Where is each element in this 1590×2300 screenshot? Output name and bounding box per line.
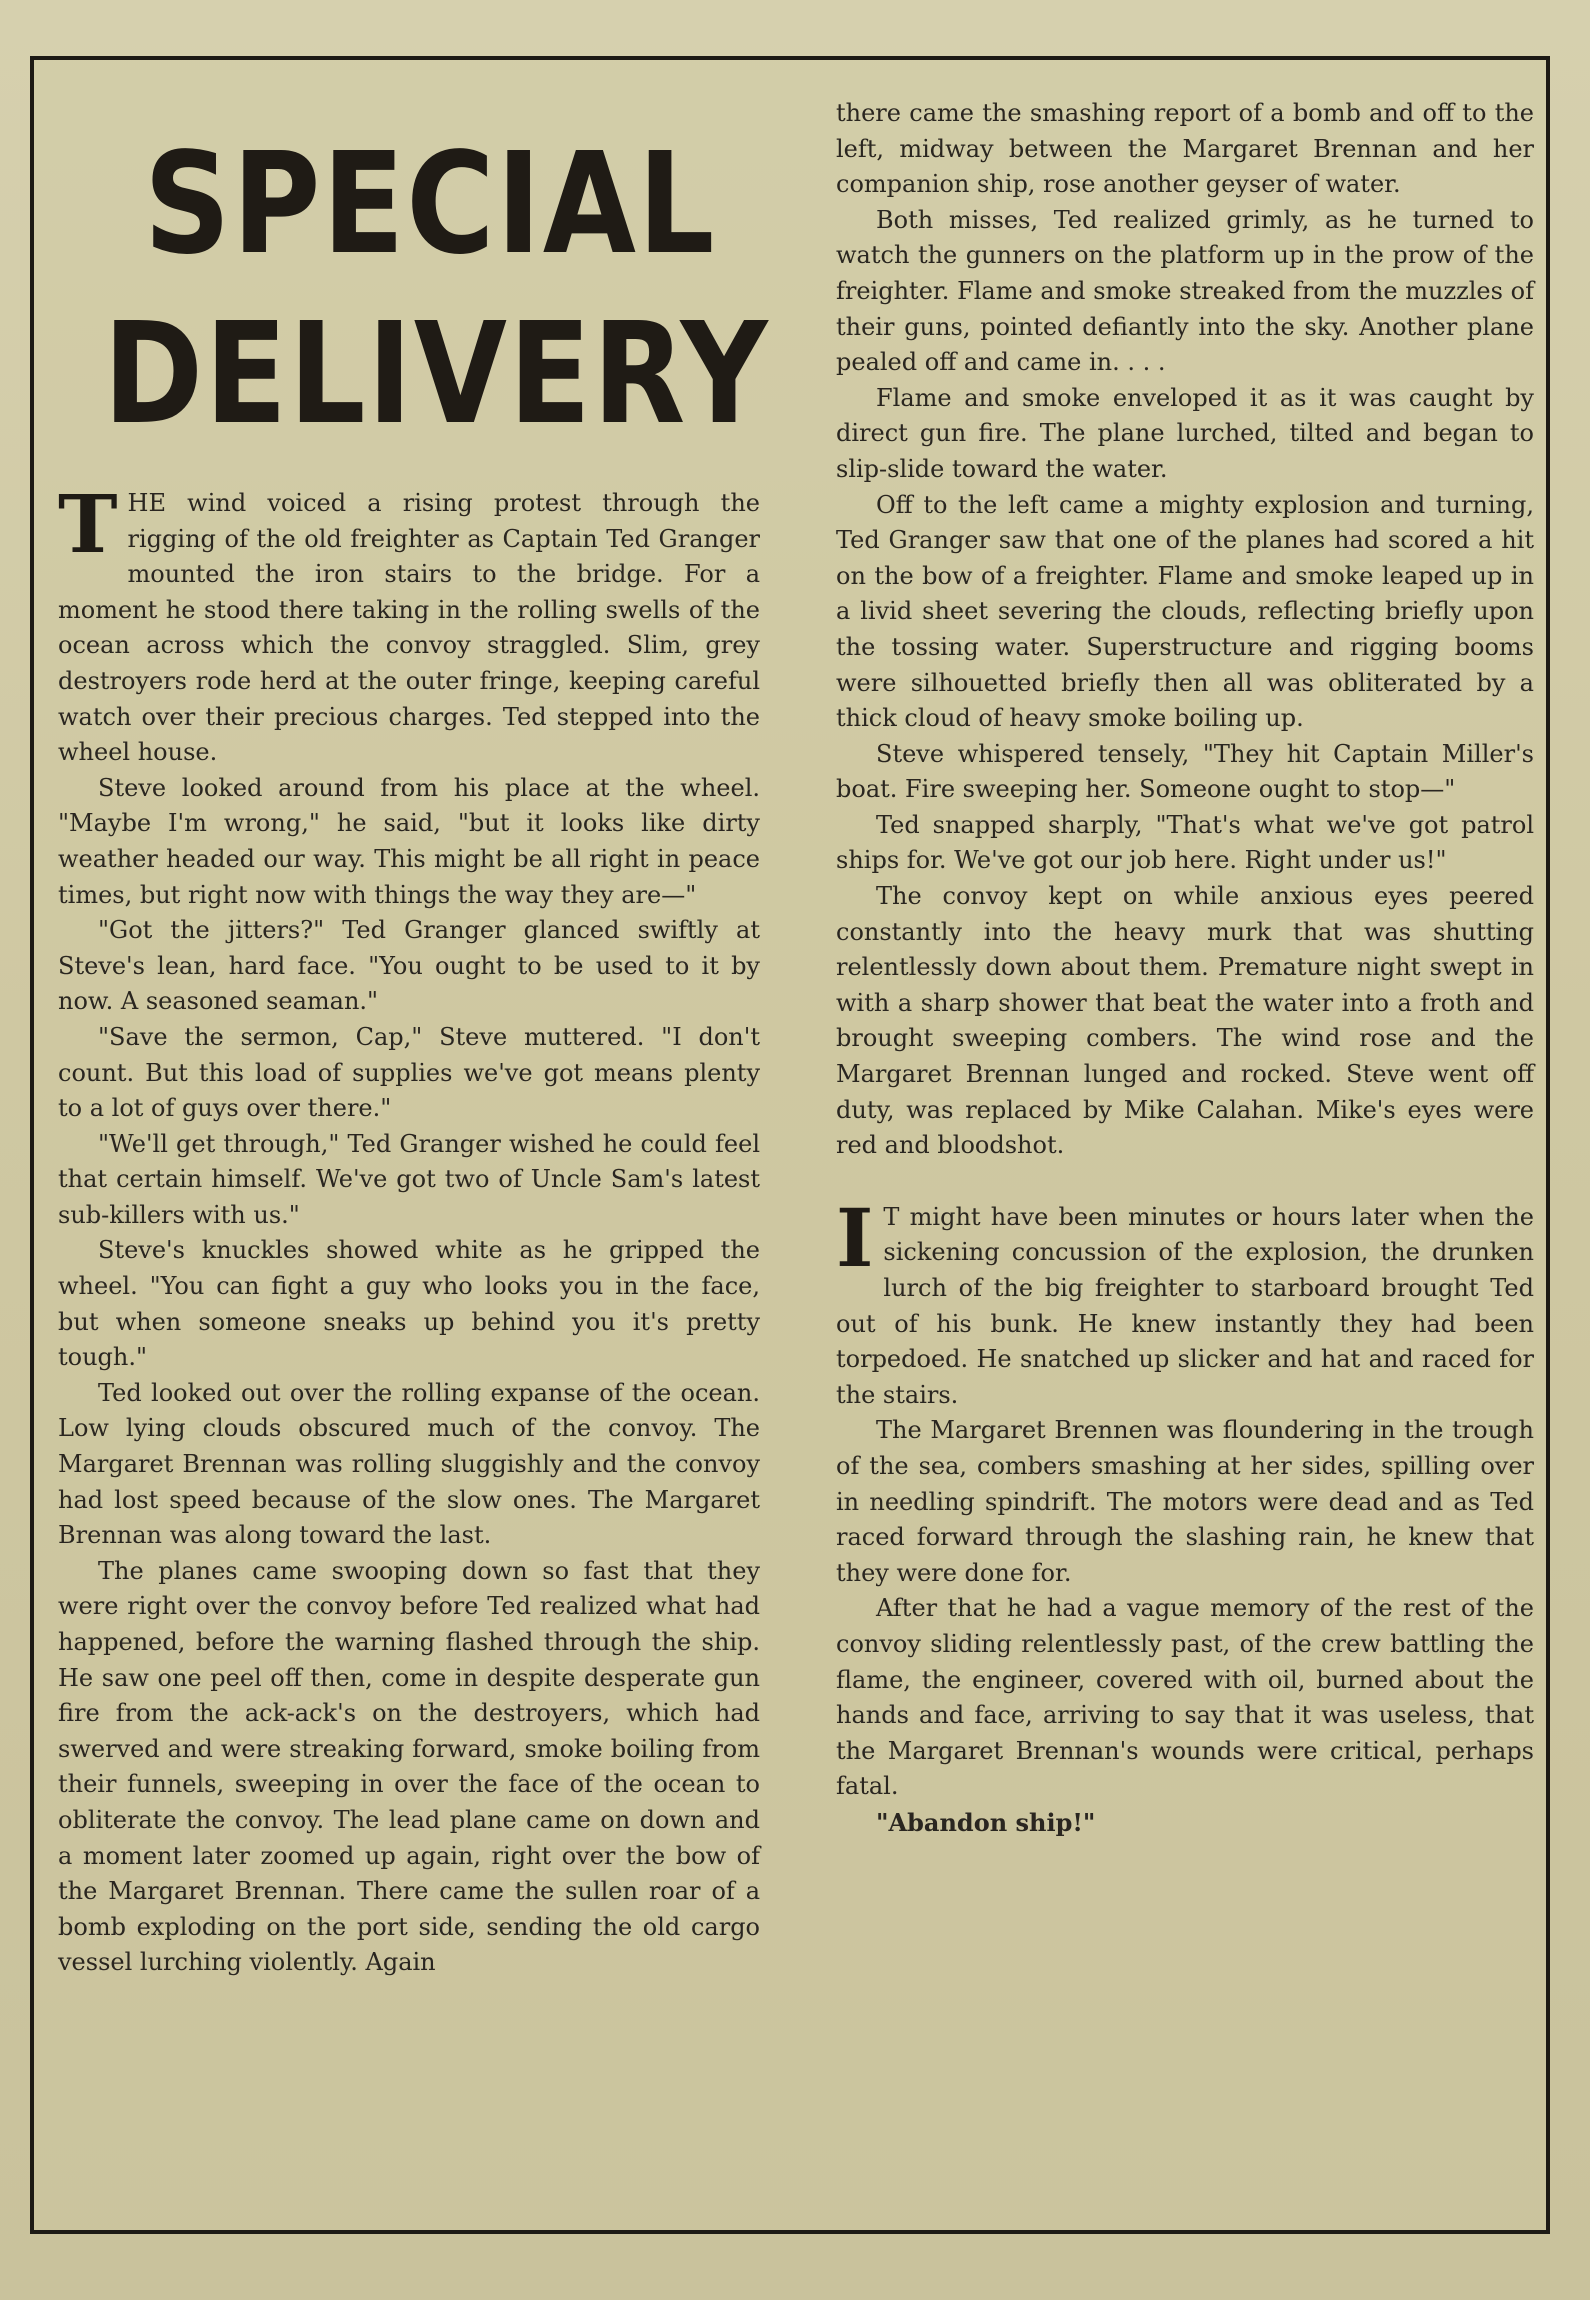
section-break — [836, 1164, 1534, 1200]
paragraph: "Save the sermon, Cap," Steve muttered. "I don't count. But this load of supplies we've got means plenty to a lot of guys over there." — [58, 1022, 760, 1123]
paragraph: Off to the left came a mighty explosion and turning, Ted Granger saw that one of the planes had scored a hit on the bow of a freighter. Flame and smoke leaped up in a livid sheet severing the clouds, reflecting briefly upon the tossing water. Superstructure and rigging booms were silhouetted briefly then all was obliterated by a thick cloud of heavy smoke boiling up. — [836, 490, 1534, 733]
paragraph: The Margaret Brennen was floundering in the trough of the sea, combers smashing at her sides, spilling over in needling spindrift. The motors were dead and as Ted raced forward through the slashing rain, he knew that they were done for. — [836, 1416, 1534, 1587]
paragraph: there came the smashing report of a bomb and off to the left, midway between the Margaret Brennan and her companion ship, rose another geyser of water. — [836, 99, 1534, 199]
paragraph: Steve looked around from his place at the wheel. "Maybe I'm wrong," he said, "but it looks like dirty weather headed our way. This might be all right in peace times, but right now with things the way they are—" — [58, 773, 760, 909]
paragraph: Flame and smoke enveloped it as it was caught by direct gun fire. The plane lurched, tilted and began to slip-slide toward the water. — [836, 383, 1534, 483]
paragraph — [58, 477, 760, 771]
paragraph: Both misses, Ted realized grimly, as he turned to watch the gunners on the platform up in the prow of the freighter. Flame and smoke streaked from the muzzles of their guns, pointed defiantly into the sky. Another plane pealed off and came in. . . . — [836, 205, 1534, 377]
paragraph: "Got the jitters?" Ted Granger glanced swiftly at Steve's lean, hard face. "You ought to be used to it by now. A seasoned seaman." — [58, 916, 760, 1016]
paragraph — [836, 1190, 1534, 1414]
paragraph: The convoy kept on while anxious eyes peered constantly into the heavy murk that was shutting relentlessly down about them. Premature night swept in with a sharp shower that beat the water into a froth and brought sweeping combers. The wind rose and the Margaret Brennan lunged and rocked. Steve went off duty, was replaced by Mike Calahan. Mike's eyes were red and bloodshot. — [836, 882, 1534, 1160]
paragraph: Ted looked out over the rolling expanse of the ocean. Low lying clouds obscured much of the convoy. The Margaret Brennan was rolling sluggishly and the convoy had lost speed because of the slow ones. The Margaret Brennan was along toward the last. — [58, 1378, 760, 1550]
paragraph: After that he had a vague memory of the rest of the convoy sliding relentlessly past, of the crew battling the flame, the engineer, covered with oil, burned about the hands and face, arriving to say that it was useless, that the Margaret Brennan's wounds were critical, perhaps fatal. — [836, 1594, 1534, 1801]
story-title — [103, 120, 770, 460]
paragraph: The planes came swooping down so fast that they were right over the convoy before Ted realized what had happened, before the warning flashed through the ship. He saw one peel off then, come in despite desperate gun fire from the ack-ack's on the destroyers, which had swerved and were streaking forward, smoke boiling from their funnels, sweeping in over the face of the ocean to obliterate the convoy. The lead plane came on down and a moment later zoomed up again, right over the bow of the Margaret Brennan. There came the sullen roar of a bomb exploding on the port side, sending the old cargo vessel lurching violently. Again — [58, 1556, 760, 1977]
drop-cap: T — [58, 477, 118, 571]
paragraph: Steve's knuckles showed white as he gripped the wheel. "You can fight a guy who looks you in the face, but when someone sneaks up behind you it's pretty tough." — [58, 1236, 760, 1372]
paragraph-text: T might have been minutes or hours later when the sickening concussion of the explosion, the drunken lurch of the big freighter to starboard brought Ted out of his bunk. He knew instantly they had been torpedoed. He snatched up slicker and hat and raced for the stairs. — [836, 1202, 1534, 1409]
paragraph: Ted snapped sharply, "That's what we've got patrol ships for. We've got our job here. Right under us!" — [836, 810, 1534, 875]
left-column — [58, 477, 760, 1981]
drop-cap: I — [836, 1190, 874, 1285]
paragraph-text: HE wind voiced a rising protest through the rigging of the old freighter as Captain Ted Granger mounted the iron stairs to the bridge. For a moment he stood there taking in the rolling swells of the ocean across which the convoy straggled. Slim, grey destroyers rode herd at the outer fringe, keeping careful watch over their precious charges. Ted stepped into the wheel house. — [58, 489, 760, 767]
title-line-2: DELIVERY — [103, 293, 770, 456]
closing-line: "Abandon ship!" — [876, 1807, 1096, 1837]
title-line-1: SPECIAL — [143, 123, 717, 286]
paragraph: Steve whispered tensely, "They hit Captain Miller's boat. Fire sweeping her. Someone ought to stop—" — [836, 739, 1534, 804]
right-column — [836, 96, 1534, 1841]
paragraph: "We'll get through," Ted Granger wished he could feel that certain himself. We've got two of Uncle Sam's latest sub-killers with us." — [58, 1129, 760, 1229]
